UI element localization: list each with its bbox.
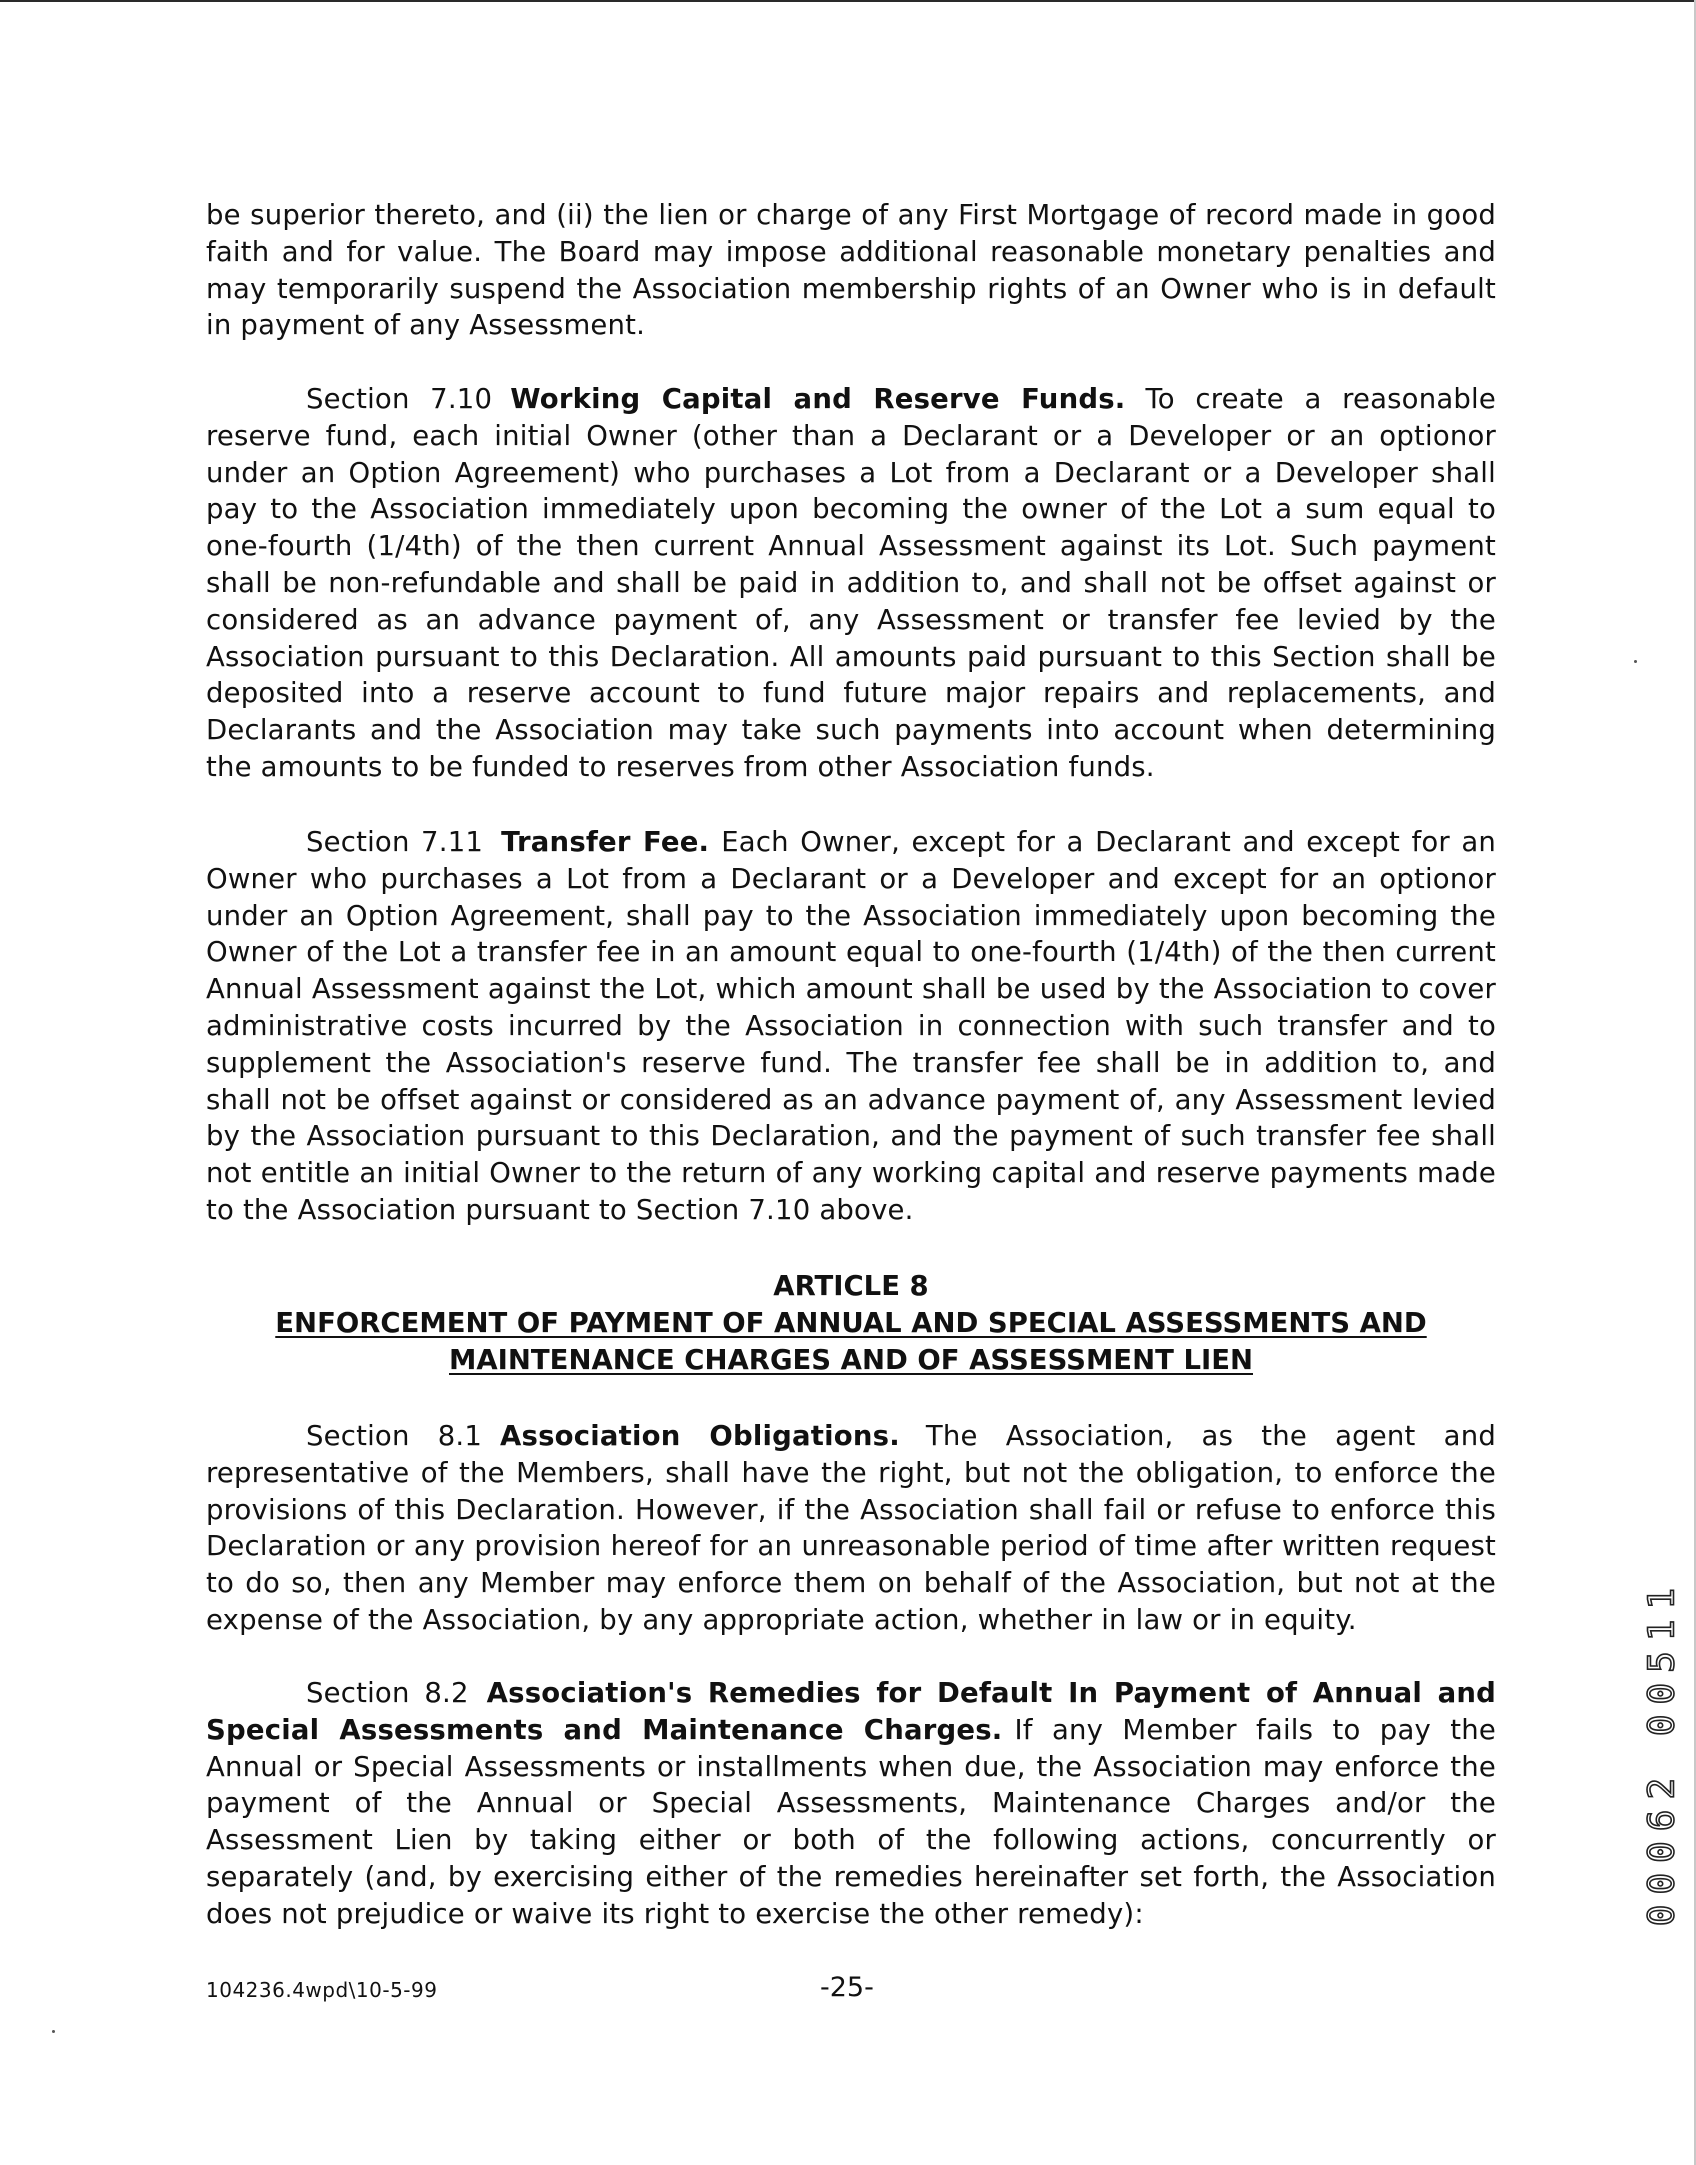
article-number: ARTICLE 8 [773, 1270, 929, 1302]
section-8-1 [206, 1418, 1496, 1639]
section-number: Section 7.11 [306, 826, 484, 858]
section-title: Association's Remedies for Default In Payment of Annual and Special Assessments and Maintenance Charges. [206, 1677, 1496, 1746]
scan-speck [52, 2030, 55, 2033]
article-title-line-1: ENFORCEMENT OF PAYMENT OF ANNUAL AND SPECIAL ASSESSMENTS AND [275, 1306, 1427, 1339]
margin-record-number: 00062 00511 [1641, 1577, 1683, 1927]
section-body: To create a reasonable reserve fund, each initial Owner (other than a Declarant or a Developer or an optionor under an Option Agreement) who purchases a Lot from a Declarant or a Developer shall pay to the Association immediately upon becoming the owner of the Lot a sum equal to one-fourth (1/4th) of the then current Annual Assessment against its Lot. Such payment shall be non-refundable and shall be paid in addition to, and shall not be offset against or considered as an advance payment of, any Assessment or transfer fee levied by the Association pursuant to this Declaration. All amounts paid pursuant to this Section shall be deposited into a reserve account to fund future major repairs and replacements, and Declarants and the Association may take such payments into account when determining the amounts to be funded to reserves from other Association funds. [206, 383, 1496, 783]
section-7-11 [206, 824, 1496, 1229]
section-title: Transfer Fee. [501, 826, 710, 858]
section-number: Section 8.1 [306, 1420, 483, 1452]
section-8-2 [206, 1675, 1496, 1933]
section-title: Association Obligations. [500, 1420, 900, 1452]
footer-document-id: 104236.4wpd\10-5-99 [206, 1978, 438, 2002]
section-body: Each Owner, except for a Declarant and except for an Owner who purchases a Lot from a Declarant or a Developer and except for an optionor under an Option Agreement, shall pay to the Association immediately upon becoming the Owner of the Lot a transfer fee in an amount equal to one-fourth (1/4th) of the then current Annual Assessment against the Lot, which amount shall be used by the Association to cover administrative costs incurred by the Association in connection with such transfer and to supplement the Association's reserve fund. The transfer fee shall be in addition to, and shall not be offset against or considered as an advance payment of, any Assessment levied by the Association pursuant to this Declaration, and the payment of such transfer fee shall not entitle an initial Owner to the return of any working capital and reserve payments made to the Association pursuant to Section 7.10 above. [206, 826, 1497, 1226]
section-body: If any Member fails to pay the Annual or Special Assessments or installments when due, the Association may enforce the payment of the Annual or Special Assessments, Maintenance Charges and/or the Assessment Lien by taking either or both of the following actions, concurrently or separately (and, by exercising either of the remedies hereinafter set forth, the Association does not prejudice or waive its right to exercise the other remedy): [206, 1713, 1497, 1930]
article-title-line-2: MAINTENANCE CHARGES AND OF ASSESSMENT LIEN [449, 1343, 1253, 1376]
section-7-10 [206, 381, 1496, 786]
section-number: Section 7.10 [306, 383, 493, 415]
section-number: Section 8.2 [306, 1677, 469, 1709]
scan-speck [1634, 660, 1637, 663]
paragraph-continuation: be superior thereto, and (ii) the lien or charge of any First Mortgage of record made in good faith and for value. The Board may impose additional reasonable monetary penalties and may temporarily suspend the Association membership rights of an Owner who is in default in payment of any Assessment. [206, 199, 1496, 342]
article-heading [206, 1268, 1496, 1378]
scan-top-edge [0, 0, 1696, 2]
margin-record-stamp [1641, 1577, 1683, 1927]
section-body: The Association, as the agent and representative of the Members, shall have the right, but not the obligation, to enforce the provisions of this Declaration. However, if the Association shall fail or refuse to enforce this Declaration or any provision hereof for an unreasonable period of time after written request to do so, then any Member may enforce them on behalf of the Association, but not at the expense of the Association, by any appropriate action, whether in law or in equity. [206, 1420, 1496, 1636]
footer-page-number: -25- [820, 1972, 874, 2003]
section-title: Working Capital and Reserve Funds. [510, 383, 1126, 415]
